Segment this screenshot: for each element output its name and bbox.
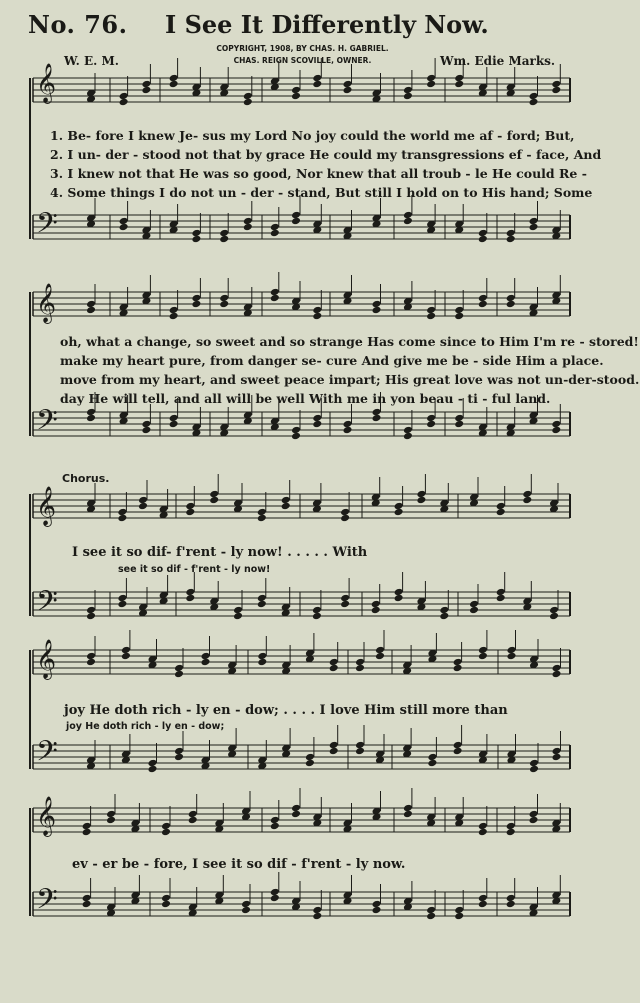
notehead [343, 86, 353, 95]
notehead [191, 300, 201, 309]
notehead [82, 900, 92, 909]
notehead [312, 312, 322, 321]
notehead [191, 235, 201, 244]
notehead [312, 80, 322, 89]
notehead [478, 900, 488, 909]
notehead [117, 514, 127, 523]
notehead [329, 747, 339, 756]
notehead [185, 594, 195, 603]
notehead [529, 223, 539, 232]
chorus-line-2-treble: joy He doth rich - ly en - dow; . . . . I love Him still more than [64, 703, 508, 718]
notehead [403, 810, 413, 819]
notehead [551, 86, 561, 95]
notehead [496, 594, 506, 603]
notehead [106, 816, 116, 825]
notehead [343, 426, 353, 435]
notehead [454, 420, 464, 429]
lyricist: W. E. M. [64, 54, 119, 68]
notehead [372, 414, 382, 423]
notehead [281, 502, 291, 511]
owner-line: CHAS. REIGN SCOVILLE, OWNER. [233, 56, 372, 65]
verse-1-line-1: 1. Be- fore I knew Je- sus my Lord No joy could the world me af - ford; But, [50, 128, 575, 143]
bass-clef-icon: 𝄢 [36, 735, 58, 775]
notehead [426, 80, 436, 89]
notehead [270, 229, 280, 238]
notehead [241, 906, 251, 915]
notehead [551, 426, 561, 435]
notehead [312, 420, 322, 429]
notehead [141, 426, 151, 435]
notehead [233, 612, 243, 621]
notehead [454, 80, 464, 89]
notehead [161, 900, 171, 909]
composer: Wm. Edie Marks. [440, 54, 556, 68]
notehead [169, 420, 179, 429]
bass-clef-icon: 𝄢 [36, 585, 58, 625]
notehead [340, 514, 350, 523]
copyright-line: COPYRIGHT, 1908, BY CHAS. H. GABRIEL. [216, 44, 389, 53]
notehead [169, 80, 179, 89]
notehead [201, 658, 211, 667]
notehead [119, 223, 129, 232]
notehead [243, 98, 253, 107]
notehead [426, 312, 436, 321]
notehead [291, 92, 301, 101]
notehead [119, 98, 129, 107]
notehead [329, 664, 339, 673]
notehead [394, 594, 404, 603]
bass-clef-icon: 𝄢 [36, 883, 58, 923]
notehead [174, 670, 184, 679]
bass-clef-icon: 𝄢 [36, 207, 58, 247]
chorus-line-2-bass: joy He doth rich - ly en - dow; [66, 721, 225, 732]
notehead [243, 223, 253, 232]
notehead [522, 496, 532, 505]
notehead [372, 906, 382, 915]
notehead [82, 828, 92, 837]
notehead [454, 312, 464, 321]
notehead [372, 306, 382, 315]
notehead [506, 300, 516, 309]
verse-2-line-1: 2. I un- der - stood not that by grace He could my transgressions ef - face, And [50, 147, 602, 162]
treble-clef-icon: 𝄞 [36, 486, 57, 526]
verse-4-line-2: day He will tell, and all will be well With me in yon beau - ti - ful land. [60, 391, 551, 406]
bass-clef-icon: 𝄢 [36, 404, 58, 444]
notehead [506, 828, 516, 837]
notehead [453, 747, 463, 756]
notehead [270, 294, 280, 303]
notehead [403, 432, 413, 441]
notehead [121, 652, 131, 661]
notehead [371, 606, 381, 615]
notehead [169, 312, 179, 321]
notehead [478, 300, 488, 309]
treble-clef-icon: 𝄞 [36, 63, 57, 103]
notehead [469, 606, 479, 615]
notehead [355, 664, 365, 673]
notehead [257, 658, 267, 667]
notehead [552, 670, 562, 679]
notehead [529, 98, 539, 107]
notehead [496, 508, 506, 517]
chorus-line-1-treble: I see it so dif- f'rent - ly now! . . . . . With [72, 545, 368, 560]
notehead [86, 612, 96, 621]
notehead [291, 432, 301, 441]
notehead [403, 217, 413, 226]
notehead [312, 912, 322, 921]
notehead [270, 822, 280, 831]
notehead [209, 496, 219, 505]
verse-2-line-2: make my heart pure, from danger se- cure And give me be - side Him a place. [60, 353, 604, 368]
verse-3-line-1: 3. I knew not that He was so good, Nor knew that all troub - le He could Re - [50, 166, 587, 181]
notehead [427, 759, 437, 768]
notehead [454, 912, 464, 921]
notehead [394, 508, 404, 517]
notehead [312, 612, 322, 621]
treble-clef-icon: 𝄞 [36, 283, 57, 323]
notehead [188, 816, 198, 825]
notehead [478, 828, 488, 837]
notehead [86, 658, 96, 667]
hymn-title: I See It Differently Now. [165, 10, 489, 39]
notehead [478, 235, 488, 244]
notehead [257, 514, 267, 523]
verse-1-line-2: oh, what a change, so sweet and so strange Has come since to Him I'm re - stored! [60, 334, 639, 349]
notehead [141, 86, 151, 95]
notehead [291, 217, 301, 226]
notehead [506, 235, 516, 244]
notehead [86, 414, 96, 423]
notehead [426, 912, 436, 921]
notehead [375, 652, 385, 661]
notehead [185, 508, 195, 517]
notehead [86, 306, 96, 315]
notehead [529, 765, 539, 774]
notehead [453, 664, 463, 673]
notehead [138, 502, 148, 511]
chorus-line-3-treble: ev - er be - fore, I see it so dif - f'rent - ly now. [72, 857, 406, 872]
chorus-label: Chorus. [62, 472, 110, 485]
notehead [161, 828, 171, 837]
notehead [506, 900, 516, 909]
notehead [549, 612, 559, 621]
notehead [552, 753, 562, 762]
notehead [257, 600, 267, 609]
notehead [148, 765, 158, 774]
notehead [416, 496, 426, 505]
notehead [529, 816, 539, 825]
verse-4-line-1: 4. Some things I do not un - der - stand, But still I hold on to His hand; Some [50, 185, 593, 200]
notehead [270, 894, 280, 903]
notehead [426, 420, 436, 429]
notehead [174, 753, 184, 762]
notehead [340, 600, 350, 609]
notehead [305, 759, 315, 768]
notehead [439, 612, 449, 621]
chorus-line-1-bass: see it so dif - f'rent - ly now! [118, 564, 271, 575]
notehead [291, 810, 301, 819]
notehead [117, 600, 127, 609]
treble-clef-icon: 𝄞 [36, 796, 57, 836]
hymn-number: No. 76. [28, 10, 128, 39]
notehead [355, 747, 365, 756]
notehead [478, 652, 488, 661]
treble-clef-icon: 𝄞 [36, 639, 57, 679]
notehead [507, 652, 517, 661]
verse-3-line-2: move from my heart, and sweet peace impart; His great love was not un-der-stood. [60, 372, 640, 387]
notehead [219, 300, 229, 309]
notehead [403, 92, 413, 101]
notehead [219, 235, 229, 244]
